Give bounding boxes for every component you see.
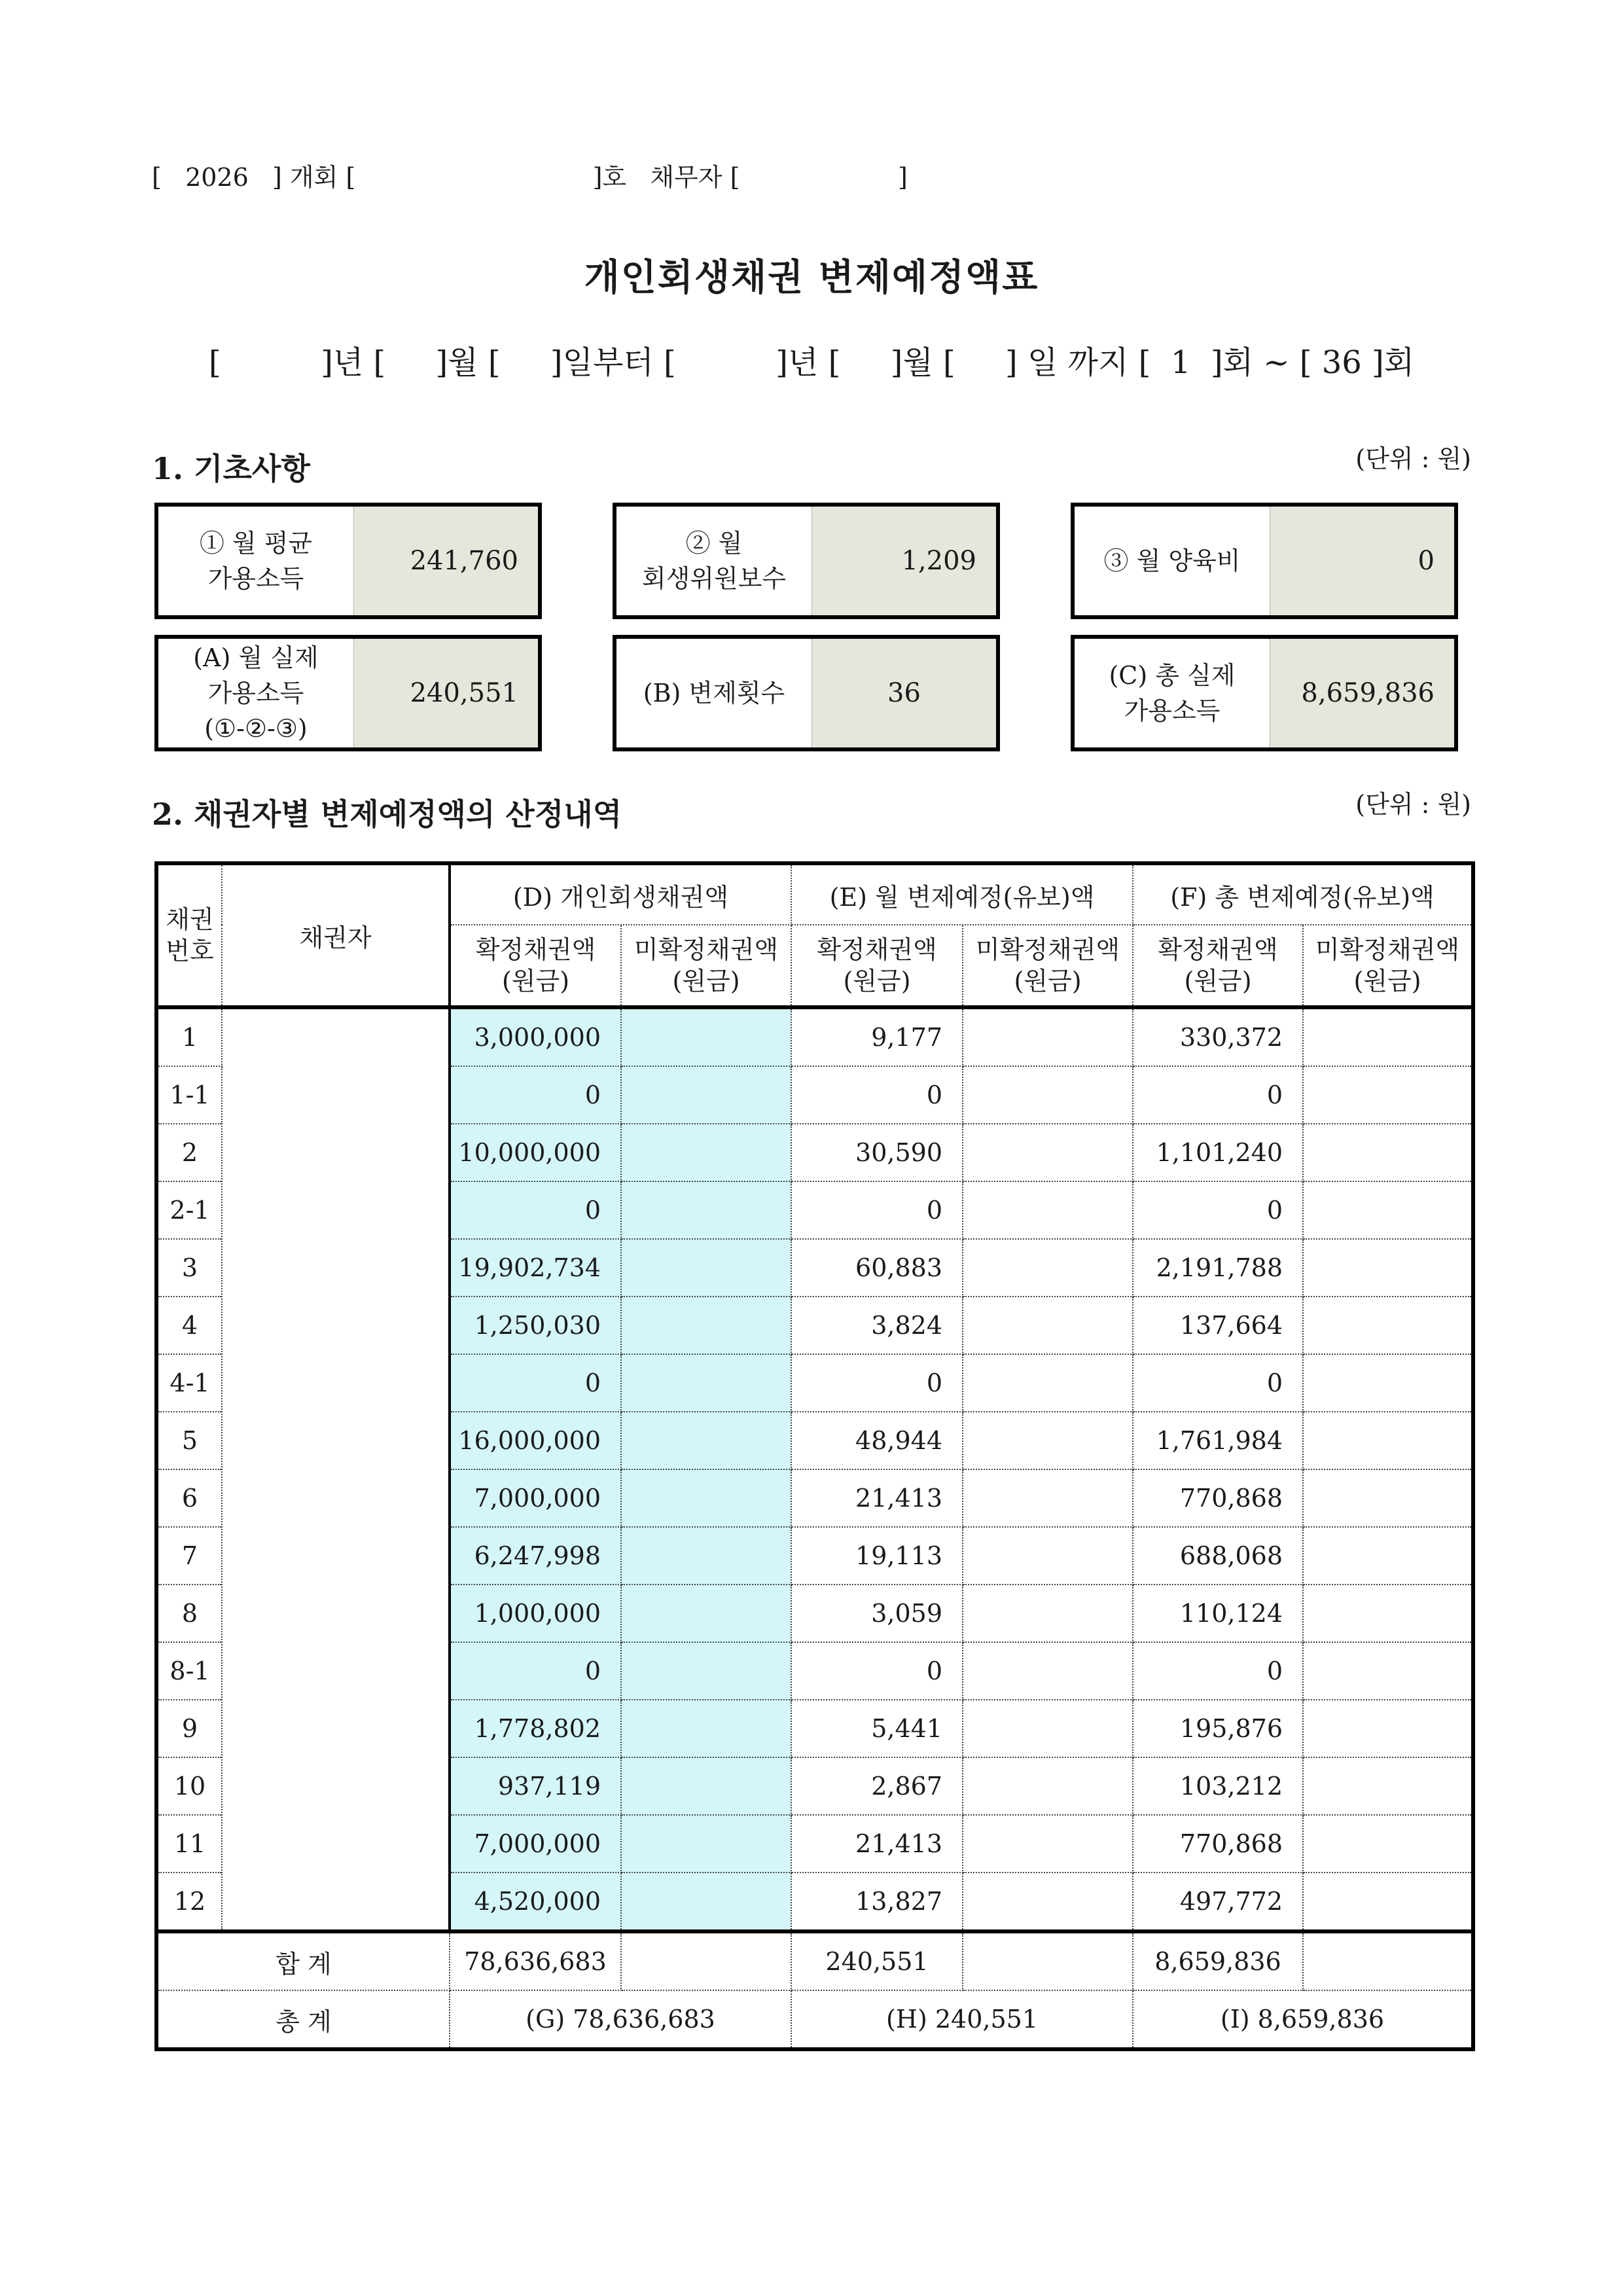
row-e-unconfirmed	[963, 1585, 1133, 1642]
row-d-confirmed: 937,119	[450, 1757, 621, 1815]
col-header-f-unconfirmed: 미확정채권액 (원금)	[1303, 925, 1473, 1007]
row-f-unconfirmed	[1303, 1239, 1473, 1297]
row-no: 7	[156, 1527, 222, 1585]
row-e-unconfirmed	[963, 1469, 1133, 1527]
row-e-confirmed: 13,827	[791, 1873, 963, 1931]
col-header-creditor: 채권자	[222, 863, 450, 1007]
box-value: 36	[812, 639, 996, 747]
row-f-confirmed: 2,191,788	[1133, 1239, 1303, 1297]
row-f-confirmed: 137,664	[1133, 1297, 1303, 1354]
row-no: 10	[156, 1757, 222, 1815]
row-e-confirmed: 5,441	[791, 1700, 963, 1757]
row-f-confirmed: 0	[1133, 1181, 1303, 1239]
subtotal-e-unconfirmed	[963, 1931, 1133, 1990]
box-value: 0	[1270, 507, 1454, 615]
box-label: ① 월 평균 가용소득	[158, 507, 353, 615]
row-e-unconfirmed	[963, 1757, 1133, 1815]
box-repayment-count	[613, 635, 1000, 751]
row-d-unconfirmed	[621, 1354, 791, 1412]
row-d-unconfirmed	[621, 1585, 791, 1642]
row-f-confirmed: 497,772	[1133, 1873, 1303, 1931]
box-trustee-fee	[613, 503, 1000, 619]
row-no: 5	[156, 1412, 222, 1469]
row-d-confirmed: 0	[450, 1642, 621, 1700]
col-header-e-confirmed: 확정채권액 (원금)	[791, 925, 963, 1007]
box-label: (B) 변제횟수	[616, 639, 812, 747]
row-d-confirmed: 6,247,998	[450, 1527, 621, 1585]
row-no: 9	[156, 1700, 222, 1757]
row-no: 2	[156, 1124, 222, 1181]
row-f-unconfirmed	[1303, 1469, 1473, 1527]
row-d-unconfirmed	[621, 1527, 791, 1585]
row-e-unconfirmed	[963, 1527, 1133, 1585]
row-d-unconfirmed	[621, 1873, 791, 1931]
row-d-confirmed: 1,778,802	[450, 1700, 621, 1757]
row-e-confirmed: 0	[791, 1181, 963, 1239]
col-header-d-confirmed: 확정채권액 (원금)	[450, 925, 621, 1007]
row-e-unconfirmed	[963, 1181, 1133, 1239]
row-f-confirmed: 195,876	[1133, 1700, 1303, 1757]
subtotal-label: 합 계	[156, 1931, 450, 1990]
col-header-e: (E) 월 변제예정(유보)액	[791, 863, 1133, 925]
row-d-unconfirmed	[621, 1815, 791, 1873]
row-f-confirmed: 0	[1133, 1642, 1303, 1700]
row-f-confirmed: 330,372	[1133, 1007, 1303, 1066]
row-d-confirmed: 7,000,000	[450, 1469, 621, 1527]
col-header-f: (F) 총 변제예정(유보)액	[1133, 863, 1473, 925]
row-f-unconfirmed	[1303, 1181, 1473, 1239]
row-f-unconfirmed	[1303, 1412, 1473, 1469]
row-d-confirmed: 16,000,000	[450, 1412, 621, 1469]
row-e-confirmed: 21,413	[791, 1469, 963, 1527]
row-e-confirmed: 0	[791, 1642, 963, 1700]
section2-unit: (단위 : 원)	[1355, 790, 1471, 819]
row-d-confirmed: 0	[450, 1354, 621, 1412]
section1-heading: 1. 기초사항	[152, 451, 310, 486]
row-e-unconfirmed	[963, 1354, 1133, 1412]
row-d-unconfirmed	[621, 1239, 791, 1297]
row-f-confirmed: 770,868	[1133, 1815, 1303, 1873]
row-f-confirmed: 0	[1133, 1354, 1303, 1412]
row-no: 4	[156, 1297, 222, 1354]
box-value: 8,659,836	[1270, 639, 1454, 747]
row-d-unconfirmed	[621, 1412, 791, 1469]
row-d-unconfirmed	[621, 1181, 791, 1239]
creditor-cell	[222, 1007, 450, 1931]
row-no: 1	[156, 1007, 222, 1066]
row-e-unconfirmed	[963, 1239, 1133, 1297]
table-row	[156, 1007, 1473, 1066]
row-e-unconfirmed	[963, 1297, 1133, 1354]
row-e-confirmed: 3,824	[791, 1297, 963, 1354]
row-e-unconfirmed	[963, 1412, 1133, 1469]
row-no: 8	[156, 1585, 222, 1642]
row-e-unconfirmed	[963, 1066, 1133, 1124]
subtotal-f-unconfirmed	[1303, 1931, 1473, 1990]
row-f-unconfirmed	[1303, 1527, 1473, 1585]
row-f-unconfirmed	[1303, 1066, 1473, 1124]
row-d-confirmed: 0	[450, 1066, 621, 1124]
row-d-confirmed: 0	[450, 1181, 621, 1239]
row-e-confirmed: 21,413	[791, 1815, 963, 1873]
row-f-unconfirmed	[1303, 1354, 1473, 1412]
row-e-unconfirmed	[963, 1873, 1133, 1931]
row-e-unconfirmed	[963, 1642, 1133, 1700]
subtotal-f: 8,659,836	[1133, 1931, 1303, 1990]
row-no: 1-1	[156, 1066, 222, 1124]
col-header-f-confirmed: 확정채권액 (원금)	[1133, 925, 1303, 1007]
box-label: (A) 월 실제 가용소득 (①-②-③)	[158, 639, 353, 747]
row-no: 8-1	[156, 1642, 222, 1700]
box-label: ② 월 회생위원보수	[616, 507, 812, 615]
col-header-e-unconfirmed: 미확정채권액 (원금)	[963, 925, 1133, 1007]
row-f-unconfirmed	[1303, 1757, 1473, 1815]
row-no: 3	[156, 1239, 222, 1297]
row-f-confirmed: 0	[1133, 1066, 1303, 1124]
page-title: 개인회생채권 변제예정액표	[584, 256, 1039, 299]
row-f-confirmed: 103,212	[1133, 1757, 1303, 1815]
row-f-unconfirmed	[1303, 1585, 1473, 1642]
row-d-unconfirmed	[621, 1066, 791, 1124]
row-d-unconfirmed	[621, 1297, 791, 1354]
row-d-unconfirmed	[621, 1757, 791, 1815]
row-f-confirmed: 110,124	[1133, 1585, 1303, 1642]
row-no: 11	[156, 1815, 222, 1873]
row-no: 12	[156, 1873, 222, 1931]
row-f-unconfirmed	[1303, 1007, 1473, 1066]
row-e-confirmed: 9,177	[791, 1007, 963, 1066]
row-d-unconfirmed	[621, 1007, 791, 1066]
row-d-unconfirmed	[621, 1469, 791, 1527]
row-e-unconfirmed	[963, 1007, 1133, 1066]
row-d-confirmed: 19,902,734	[450, 1239, 621, 1297]
row-e-confirmed: 19,113	[791, 1527, 963, 1585]
subtotal-e: 240,551	[791, 1931, 963, 1990]
row-f-unconfirmed	[1303, 1124, 1473, 1181]
row-no: 6	[156, 1469, 222, 1527]
box-actual-income	[154, 635, 542, 751]
row-f-unconfirmed	[1303, 1873, 1473, 1931]
row-no: 2-1	[156, 1181, 222, 1239]
row-f-unconfirmed	[1303, 1700, 1473, 1757]
repayment-table	[154, 861, 1475, 2051]
row-e-unconfirmed	[963, 1700, 1133, 1757]
row-d-confirmed: 4,520,000	[450, 1873, 621, 1931]
row-e-confirmed: 0	[791, 1354, 963, 1412]
col-header-d-unconfirmed: 미확정채권액 (원금)	[621, 925, 791, 1007]
row-f-unconfirmed	[1303, 1297, 1473, 1354]
row-f-confirmed: 1,101,240	[1133, 1124, 1303, 1181]
total-g: (G) 78,636,683	[450, 1990, 791, 2049]
row-d-unconfirmed	[621, 1642, 791, 1700]
row-f-confirmed: 1,761,984	[1133, 1412, 1303, 1469]
total-h: (H) 240,551	[791, 1990, 1133, 2049]
row-e-confirmed: 48,944	[791, 1412, 963, 1469]
row-f-confirmed: 688,068	[1133, 1527, 1303, 1585]
period-line: [ ]년 [ ]월 [ ]일부터 [ ]년 [ ]월 [ ] 일 까지 [ 1 ]회 ~ [ 36 ]회	[208, 344, 1415, 381]
section1-unit: (단위 : 원)	[1355, 444, 1471, 473]
row-e-confirmed: 60,883	[791, 1239, 963, 1297]
box-value: 1,209	[812, 507, 996, 615]
row-f-unconfirmed	[1303, 1815, 1473, 1873]
box-value: 240,551	[353, 639, 538, 747]
box-label: ③ 월 양육비	[1075, 507, 1270, 615]
row-d-confirmed: 1,000,000	[450, 1585, 621, 1642]
col-header-d: (D) 개인회생채권액	[450, 863, 791, 925]
row-e-confirmed: 2,867	[791, 1757, 963, 1815]
row-d-unconfirmed	[621, 1124, 791, 1181]
box-total-actual-income	[1071, 635, 1458, 751]
box-value: 241,760	[353, 507, 538, 615]
col-header-no: 채권 번호	[156, 863, 222, 1007]
subtotal-d-unconfirmed	[621, 1931, 791, 1990]
row-e-confirmed: 0	[791, 1066, 963, 1124]
row-d-confirmed: 1,250,030	[450, 1297, 621, 1354]
case-number-line: [ 2026 ] 개회 [ ]호 채무자 [ ]	[152, 163, 908, 192]
row-e-unconfirmed	[963, 1815, 1133, 1873]
row-f-unconfirmed	[1303, 1642, 1473, 1700]
section2-heading: 2. 채권자별 변제예정액의 산정내역	[152, 797, 622, 832]
row-d-confirmed: 10,000,000	[450, 1124, 621, 1181]
row-e-unconfirmed	[963, 1124, 1133, 1181]
row-e-confirmed: 30,590	[791, 1124, 963, 1181]
total-label: 총 계	[156, 1990, 450, 2049]
box-label: (C) 총 실제 가용소득	[1075, 639, 1270, 747]
row-d-unconfirmed	[621, 1700, 791, 1757]
row-f-confirmed: 770,868	[1133, 1469, 1303, 1527]
subtotal-d: 78,636,683	[450, 1931, 621, 1990]
row-no: 4-1	[156, 1354, 222, 1412]
box-monthly-avg-income	[154, 503, 542, 619]
row-e-confirmed: 3,059	[791, 1585, 963, 1642]
row-d-confirmed: 7,000,000	[450, 1815, 621, 1873]
total-i: (I) 8,659,836	[1133, 1990, 1473, 2049]
row-d-confirmed: 3,000,000	[450, 1007, 621, 1066]
box-child-support	[1071, 503, 1458, 619]
